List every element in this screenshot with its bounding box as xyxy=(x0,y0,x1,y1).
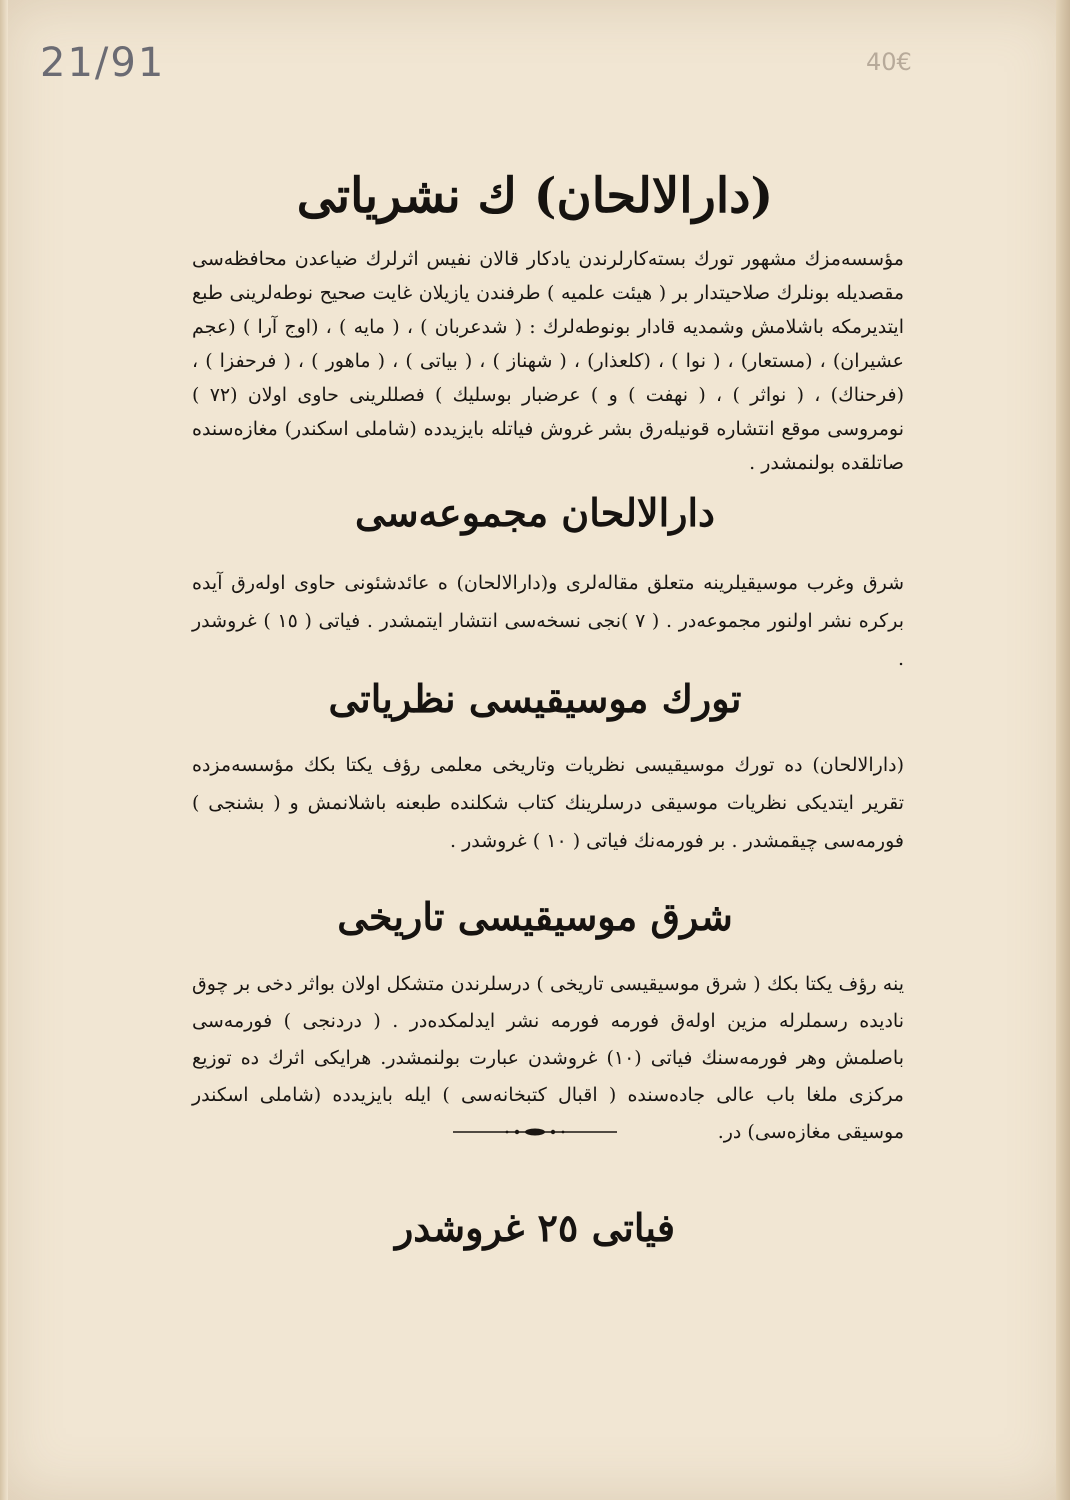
section-paragraph-tarih: ينه رؤف يكتا بكك ( شرق موسيقيسى تاريخى ) درسلرندن متشكل اولان بواثر دخى بر چوق ناديده رسملرله مزين اوله‌ق فورمه فورمه نشر ايدلمكده‌در . ( دردنجى ) فورمه‌سى باصلمش وهر فورمه‌سنك فياتى (١٠) غروشدن عبارت بولنمشدر. هرايكى اثرك ده توزيع مركزى ملغا باب عالى جاده‌سنده ( اقبال كتبخانه‌سى ) ايله بايزيدده (شاملى اسكندر موسيقى مغازه‌سى) در. xyxy=(192,973,904,1143)
section-heading-majmua: دارالالحان مجموعه‌سى xyxy=(355,490,715,535)
pencil-catalog-code: 21/91 xyxy=(40,40,166,86)
section-paragraph-majmua: شرق وغرب موسيقيلرينه متعلق مقاله‌لرى و(دارالالحان) ه عائدشئونى حاوى اوله‌رق آيده بركره نشر اولنور مجموعه‌در . ( ٧ )نجى نسخه‌سى انتشار ايتمشدر . فياتى ( ١٥ ) غروشدر . xyxy=(192,572,904,670)
section-heading-tarih: شرق موسيقيسى تاريخى xyxy=(337,894,733,939)
ornamental-divider xyxy=(453,1127,617,1137)
page-left-edge xyxy=(0,0,8,1500)
intro-paragraph: مؤسسه‌مزك مشهور تورك بسته‌كارلرندن يادكار قالان نفيس اثرلرك ضياعدن محافظه‌سى مقصديله بونلرك صلاحيتدار بر ( هيئت علميه ) طرفندن يازيلان غايت صحيح نوطه‌لرينى طبع ايتديرمكه باشلامش وشمديه قادار بونوطه‌لرك : ( شدعربان ) ، ( مايه ) ، (اوج آرا ) (عجم عشيران) ، (مستعار) ، ( نوا ) ، (كلعذار) ، ( شهناز ) ، ( بياتى ) ، ( ماهور ) ، ( فرحفزا ) ، (فرحناك) ، ( نواثر ) ، ( نهفت ) و ) عرضبار بوسليك ) فصللرينى حاوى اولان (٧٢ ) نومروسى موقع انتشاره قونيله‌رق بشر غروش فياتله بايزيدده (شاملى اسكندر) مغازه‌سنده صاتلقده بولنمشدر . xyxy=(192,248,905,474)
price-line: فياتى ٢٥ غروشدر xyxy=(394,1205,676,1250)
page-right-edge xyxy=(1056,0,1070,1500)
section-heading-nazariyat: تورك موسيقيسى نظرياتى xyxy=(328,676,742,721)
pencil-price-note: 40€ xyxy=(866,48,912,76)
section-paragraph-nazariyat: (دارالالحان) ده تورك موسيقيسى نظريات وتاريخى معلمى رؤف يكتا بكك مؤسسه‌مزده تقرير ايتديكى نظريات موسيقى درسلرينك كتاب شكلنده طبعنه باشلانمش و ( بشنجى ) فورمه‌سى چيقمشدر . بر فورمه‌نك فياتى ( ١٠ ) غروشدر . xyxy=(192,754,904,852)
page-title: (دارالالحان) ك نشرياتى xyxy=(296,168,774,224)
